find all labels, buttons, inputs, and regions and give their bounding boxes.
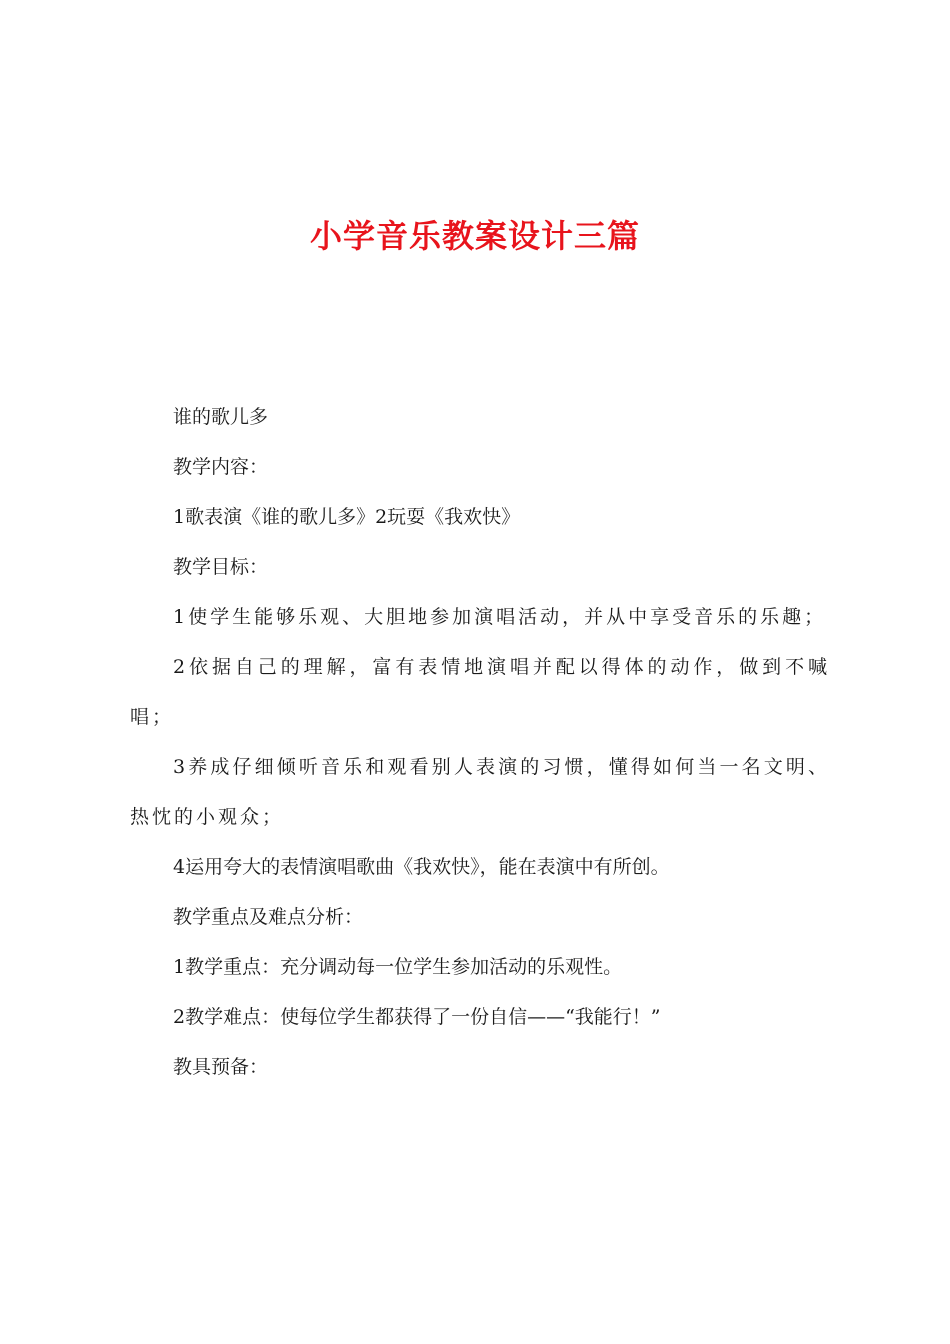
paragraph-song-title: 谁的歌儿多 bbox=[173, 406, 269, 428]
paragraph-key-point: 1教学重点：充分调动每一位学生参加活动的乐观性。 bbox=[173, 956, 623, 978]
paragraph-materials-heading: 教具预备： bbox=[173, 1056, 269, 1078]
paragraph-difficult-point: 2教学难点：使每位学生都获得了一份自信——“我能行！” bbox=[173, 1006, 661, 1028]
paragraph-goal-4: 4运用夸大的表情演唱歌曲《我欢快》，能在表演中有所创。 bbox=[173, 856, 670, 878]
paragraph-goal-3: 3养成仔细倾听音乐和观看别人表演的习惯，懂得如何当一名文明、热忱的小观众； bbox=[130, 756, 830, 828]
document-title: 小学音乐教案设计三篇 bbox=[309, 217, 640, 255]
paragraph-content-items: 1歌表演《谁的歌儿多》2玩耍《我欢快》 bbox=[173, 506, 521, 528]
paragraph-goals-heading: 教学目标： bbox=[173, 556, 269, 578]
paragraph-goal-1: 1使学生能够乐观、大胆地参加演唱活动，并从中享受音乐的乐趣； bbox=[173, 606, 827, 628]
paragraph-goal-2: 2依据自己的理解，富有表情地演唱并配以得体的动作，做到不喊唱； bbox=[130, 656, 830, 728]
paragraph-key-points-heading: 教学重点及难点分析： bbox=[173, 906, 364, 928]
paragraph-content-heading: 教学内容： bbox=[173, 456, 269, 478]
document-body bbox=[130, 392, 830, 1092]
